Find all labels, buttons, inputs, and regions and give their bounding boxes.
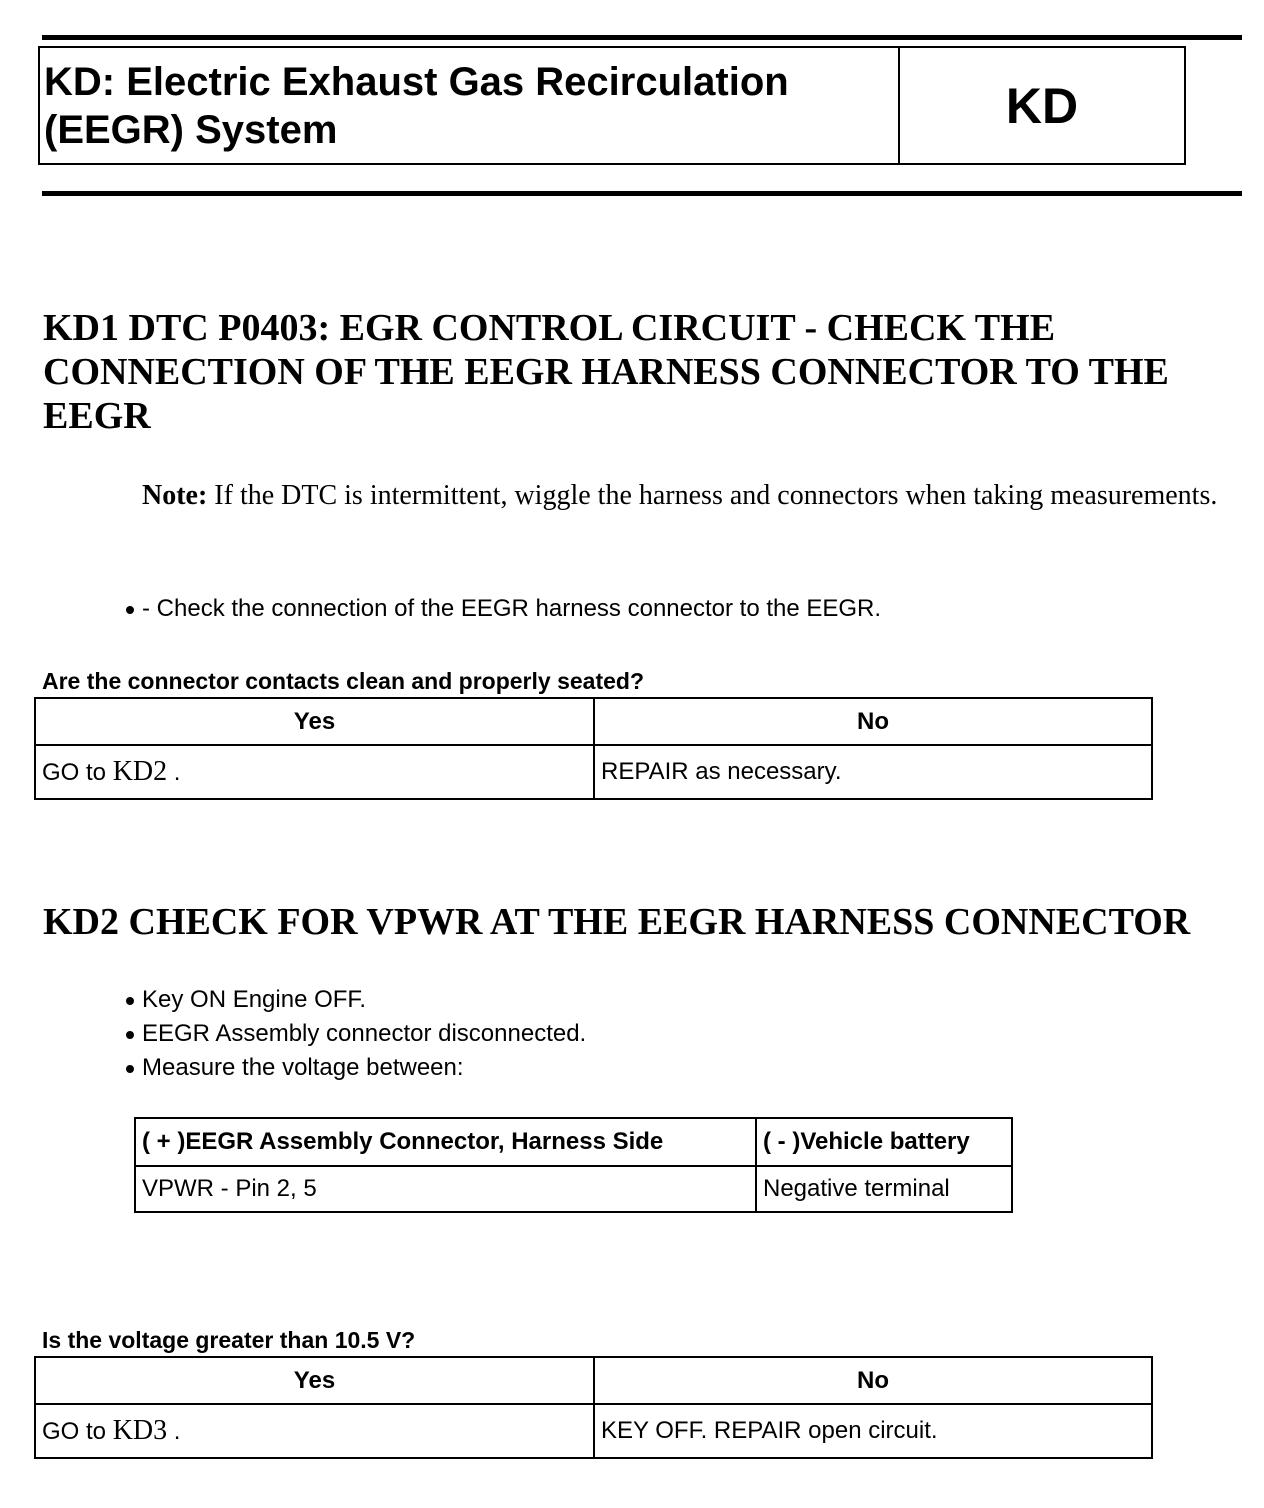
no-header: No [594, 1357, 1152, 1404]
section-title-cell [40, 48, 900, 163]
negative-header: ( - )Vehicle battery [756, 1118, 1012, 1166]
section-title-line2: (EEGR) System [44, 108, 338, 152]
kd1-title: KD1 DTC P0403: EGR CONTROL CIRCUIT - CHECK THE CONNECTION OF THE EEGR HARNESS CONNECTOR TO THE EEGR [43, 307, 1169, 437]
table-row [135, 1166, 1012, 1212]
kd1-question: Are the connector contacts clean and properly seated? [42, 668, 644, 694]
yes-header: Yes [35, 1357, 594, 1404]
positive-header: ( + )EEGR Assembly Connector, Harness Side [135, 1118, 756, 1166]
list-item [124, 1051, 586, 1085]
kd1-bullet-list [124, 592, 881, 626]
positive-cell: VPWR - Pin 2, 5 [135, 1166, 756, 1212]
note-text: If the DTC is intermittent, wiggle the harness and connectors when taking measurements. [207, 480, 1218, 511]
table-row [35, 1404, 1152, 1458]
header-bottom-rule [42, 191, 1242, 196]
kd2-result-table [34, 1356, 1153, 1459]
goto-kd2-link[interactable]: KD2 [112, 756, 168, 787]
table-header-row [35, 1357, 1152, 1404]
list-item [124, 592, 881, 626]
bullet-icon [126, 997, 134, 1005]
list-item [124, 1017, 586, 1051]
no-cell: KEY OFF. REPAIR open circuit. [594, 1404, 1152, 1458]
section-code: KD [1005, 77, 1079, 134]
kd2-question: Is the voltage greater than 10.5 V? [42, 1327, 416, 1353]
bullet-text: Measure the voltage between: [142, 1054, 464, 1081]
goto-kd3-link[interactable]: KD3 [112, 1415, 168, 1446]
kd1-result-table [34, 697, 1153, 800]
section-title-line1: KD: Electric Exhaust Gas Recirculation [44, 60, 789, 104]
bullet-icon [126, 1065, 134, 1073]
list-item [124, 983, 586, 1017]
table-header-row [135, 1118, 1012, 1166]
no-header: No [594, 698, 1152, 745]
kd2-bullet-list [124, 983, 586, 1085]
yes-cell [35, 745, 594, 799]
header-top-rule [42, 35, 1242, 40]
yes-header: Yes [35, 698, 594, 745]
yes-prefix: GO to [42, 1418, 113, 1445]
negative-cell: Negative terminal [756, 1166, 1012, 1212]
bullet-text: Key ON Engine OFF. [142, 986, 367, 1013]
note-label: Note: [142, 480, 208, 511]
bullet-text: - Check the connection of the EEGR harness connector to the EEGR. [142, 595, 882, 622]
yes-suffix: . [167, 1418, 181, 1445]
no-cell: REPAIR as necessary. [594, 745, 1152, 799]
kd2-title: KD2 CHECK FOR VPWR AT THE EEGR HARNESS CONNECTOR [43, 901, 1191, 943]
yes-suffix: . [167, 759, 181, 786]
bullet-icon [126, 1031, 134, 1039]
yes-prefix: GO to [42, 759, 113, 786]
yes-cell [35, 1404, 594, 1458]
bullet-text: EEGR Assembly connector disconnected. [142, 1020, 587, 1047]
bullet-icon [126, 606, 134, 614]
kd2-measure-table [134, 1117, 1013, 1213]
table-header-row [35, 698, 1152, 745]
section-header [38, 46, 1186, 165]
table-row [35, 745, 1152, 799]
kd1-note [142, 476, 1232, 515]
